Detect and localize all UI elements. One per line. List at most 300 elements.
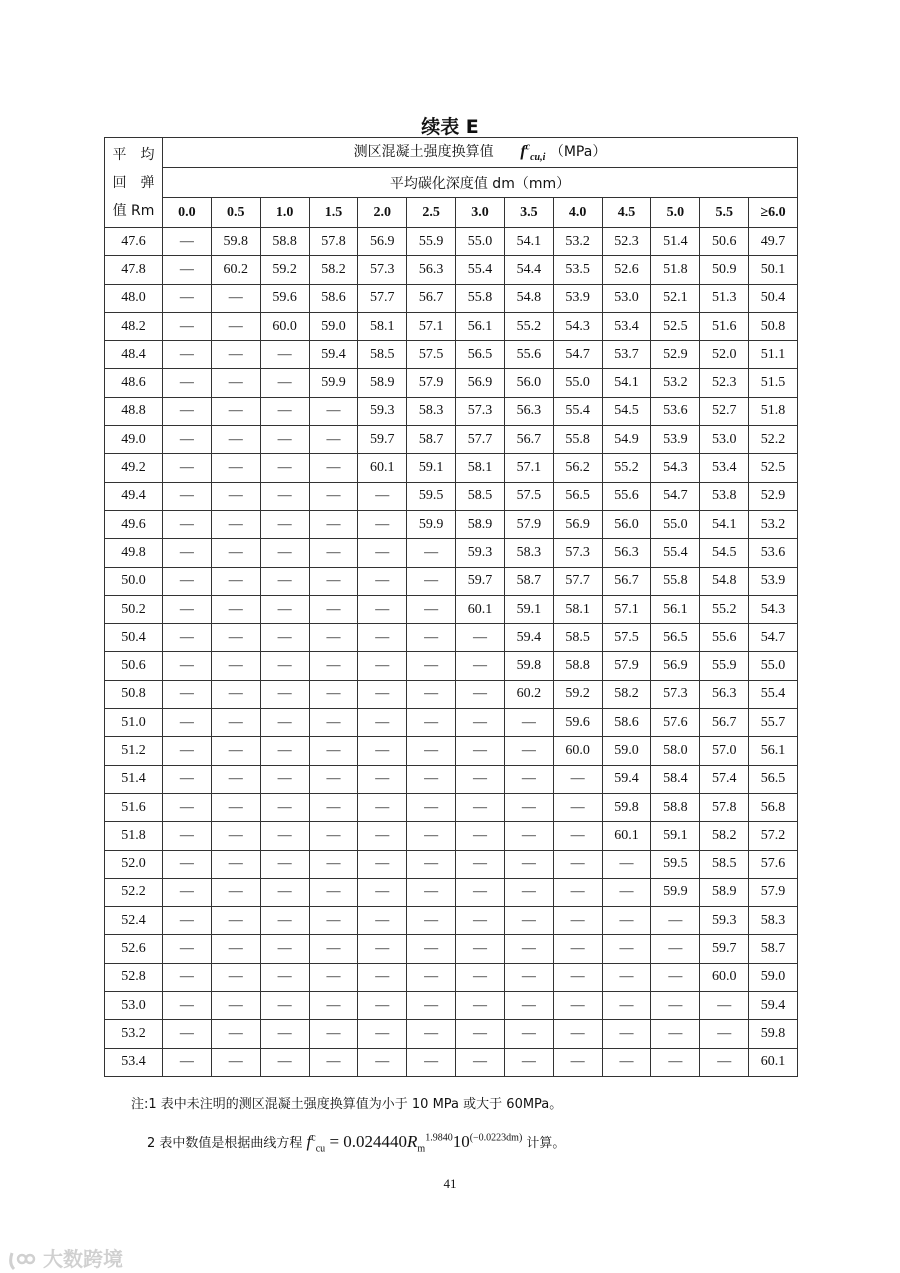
strength-value-cell: —: [211, 624, 260, 652]
strength-value-cell: 53.8: [700, 482, 749, 510]
strength-value-cell: 58.2: [700, 822, 749, 850]
strength-value-cell: —: [163, 992, 212, 1020]
strength-value-cell: 55.4: [749, 680, 798, 708]
strength-value-cell: —: [163, 510, 212, 538]
strength-value-cell: —: [211, 510, 260, 538]
strength-value-cell: 58.7: [749, 935, 798, 963]
strength-value-cell: 51.1: [749, 341, 798, 369]
strength-value-cell: —: [456, 624, 505, 652]
strength-value-cell: 56.7: [504, 426, 553, 454]
strength-value-cell: —: [309, 737, 358, 765]
strength-value-cell: —: [163, 341, 212, 369]
conversion-table: [104, 137, 798, 1077]
table-row: [105, 992, 798, 1020]
strength-value-cell: —: [163, 567, 212, 595]
strength-value-cell: —: [407, 963, 456, 991]
strength-value-cell: —: [260, 539, 309, 567]
table-row: [105, 935, 798, 963]
strength-value-cell: 59.2: [553, 680, 602, 708]
strength-value-cell: —: [163, 1020, 212, 1048]
strength-value-cell: —: [358, 510, 407, 538]
strength-value-cell: —: [211, 539, 260, 567]
strength-value-cell: 52.7: [700, 397, 749, 425]
strength-value-cell: —: [260, 567, 309, 595]
strength-value-cell: —: [456, 765, 505, 793]
strength-value-cell: 60.0: [260, 312, 309, 340]
strength-value-cell: 57.6: [651, 709, 700, 737]
strength-value-cell: 57.9: [602, 652, 651, 680]
strength-value-cell: —: [211, 482, 260, 510]
strength-value-cell: —: [407, 737, 456, 765]
strength-value-cell: —: [456, 850, 505, 878]
table-row: [105, 256, 798, 284]
rm-header-line-2: 回 弹: [112, 174, 155, 191]
strength-value-cell: —: [407, 822, 456, 850]
strength-value-cell: 50.6: [700, 228, 749, 256]
strength-value-cell: 58.8: [651, 793, 700, 821]
strength-value-cell: —: [309, 680, 358, 708]
strength-value-cell: 51.4: [651, 228, 700, 256]
strength-value-cell: 56.1: [749, 737, 798, 765]
strength-value-cell: —: [163, 482, 212, 510]
strength-value-cell: 58.2: [309, 256, 358, 284]
strength-value-cell: —: [260, 935, 309, 963]
strength-value-cell: 58.3: [504, 539, 553, 567]
watermark-text: 大数跨境: [42, 1247, 123, 1271]
strength-value-cell: 55.0: [749, 652, 798, 680]
strength-value-cell: 52.3: [602, 228, 651, 256]
strength-value-cell: —: [504, 935, 553, 963]
strength-value-cell: 51.3: [700, 284, 749, 312]
strength-value-cell: 55.2: [504, 312, 553, 340]
strength-value-cell: —: [309, 1048, 358, 1076]
strength-value-cell: 58.4: [651, 765, 700, 793]
rm-value-cell: 50.8: [105, 680, 163, 708]
strength-value-cell: 54.3: [749, 595, 798, 623]
strength-value-cell: —: [553, 907, 602, 935]
strength-value-cell: —: [456, 822, 505, 850]
strength-value-cell: 59.6: [553, 709, 602, 737]
strength-value-cell: —: [456, 907, 505, 935]
strength-value-cell: 58.5: [456, 482, 505, 510]
depth-header-cell: ≥6.0: [749, 198, 798, 228]
strength-value-cell: 56.3: [602, 539, 651, 567]
strength-value-cell: —: [651, 992, 700, 1020]
table-row: [105, 680, 798, 708]
strength-value-cell: 55.4: [651, 539, 700, 567]
depth-header-cell: 3.5: [504, 198, 553, 228]
strength-value-cell: —: [504, 907, 553, 935]
strength-value-cell: 50.4: [749, 284, 798, 312]
table-title: 续表 E: [421, 116, 479, 138]
strength-value-cell: —: [260, 907, 309, 935]
strength-value-cell: 60.2: [504, 680, 553, 708]
table-row: [105, 822, 798, 850]
strength-value-cell: 54.5: [602, 397, 651, 425]
strength-value-cell: 54.1: [700, 510, 749, 538]
strength-value-cell: 57.6: [749, 850, 798, 878]
depth-header-cell: 4.0: [553, 198, 602, 228]
strength-value-cell: 53.0: [602, 284, 651, 312]
strength-value-cell: —: [504, 1020, 553, 1048]
table-row: [105, 228, 798, 256]
strength-value-cell: —: [553, 992, 602, 1020]
strength-value-cell: —: [211, 878, 260, 906]
strength-value-cell: —: [504, 1048, 553, 1076]
strength-value-cell: 55.0: [456, 228, 505, 256]
strength-value-cell: —: [651, 907, 700, 935]
strength-value-cell: 58.5: [553, 624, 602, 652]
strength-value-cell: 56.0: [602, 510, 651, 538]
strength-value-cell: 59.4: [749, 992, 798, 1020]
strength-value-cell: —: [407, 680, 456, 708]
depth-header-cell: 4.5: [602, 198, 651, 228]
strength-value-cell: —: [163, 426, 212, 454]
rm-value-cell: 49.8: [105, 539, 163, 567]
strength-value-cell: —: [309, 822, 358, 850]
strength-value-cell: 59.4: [504, 624, 553, 652]
strength-value-cell: 57.3: [456, 397, 505, 425]
strength-value-cell: 55.0: [651, 510, 700, 538]
strength-value-cell: 59.3: [358, 397, 407, 425]
strength-value-cell: —: [260, 341, 309, 369]
strength-value-cell: —: [456, 963, 505, 991]
strength-value-cell: —: [602, 878, 651, 906]
strength-value-cell: —: [358, 709, 407, 737]
strength-value-cell: —: [211, 1020, 260, 1048]
strength-value-cell: 52.5: [749, 454, 798, 482]
strength-value-cell: —: [553, 963, 602, 991]
strength-value-cell: 53.0: [700, 426, 749, 454]
strength-value-cell: 59.0: [309, 312, 358, 340]
strength-value-cell: —: [456, 652, 505, 680]
strength-value-cell: 59.8: [211, 228, 260, 256]
strength-value-cell: —: [309, 652, 358, 680]
strength-value-cell: 54.9: [602, 426, 651, 454]
strength-value-cell: —: [407, 765, 456, 793]
strength-value-cell: —: [163, 595, 212, 623]
strength-value-cell: —: [553, 793, 602, 821]
strength-value-cell: —: [211, 1048, 260, 1076]
strength-value-cell: —: [504, 709, 553, 737]
strength-value-cell: 59.8: [504, 652, 553, 680]
strength-value-cell: —: [456, 1048, 505, 1076]
strength-value-cell: 50.8: [749, 312, 798, 340]
rm-value-cell: 50.4: [105, 624, 163, 652]
strength-value-cell: —: [504, 765, 553, 793]
strength-value-cell: 53.7: [602, 341, 651, 369]
strength-value-cell: —: [407, 878, 456, 906]
strength-value-cell: —: [211, 907, 260, 935]
strength-value-cell: 51.6: [700, 312, 749, 340]
strength-value-cell: —: [407, 567, 456, 595]
strength-value-cell: —: [358, 907, 407, 935]
strength-value-cell: 57.3: [553, 539, 602, 567]
strength-value-cell: —: [309, 397, 358, 425]
strength-value-cell: —: [309, 482, 358, 510]
strength-unit: （MPa）: [549, 144, 607, 161]
strength-value-cell: 55.8: [553, 426, 602, 454]
table-row: [105, 539, 798, 567]
table-row: [105, 624, 798, 652]
strength-value-cell: 52.0: [700, 341, 749, 369]
strength-value-cell: —: [211, 992, 260, 1020]
strength-value-cell: —: [407, 992, 456, 1020]
strength-value-cell: —: [260, 652, 309, 680]
strength-value-cell: 54.1: [602, 369, 651, 397]
strength-value-cell: —: [504, 737, 553, 765]
strength-value-cell: —: [211, 454, 260, 482]
strength-value-cell: 56.7: [700, 709, 749, 737]
strength-value-cell: —: [504, 992, 553, 1020]
strength-value-cell: —: [358, 595, 407, 623]
rm-value-cell: 52.2: [105, 878, 163, 906]
depth-header-cell: 2.5: [407, 198, 456, 228]
table-row: [105, 567, 798, 595]
strength-value-cell: 57.3: [651, 680, 700, 708]
strength-value-cell: —: [309, 963, 358, 991]
rm-header: [105, 138, 163, 228]
rm-value-cell: 50.2: [105, 595, 163, 623]
strength-value-cell: —: [407, 652, 456, 680]
strength-value-cell: 58.1: [358, 312, 407, 340]
strength-value-cell: —: [211, 426, 260, 454]
strength-value-cell: 59.4: [602, 765, 651, 793]
strength-value-cell: 54.1: [504, 228, 553, 256]
strength-value-cell: —: [358, 482, 407, 510]
strength-value-cell: —: [602, 850, 651, 878]
strength-value-cell: —: [456, 992, 505, 1020]
strength-value-cell: 58.9: [358, 369, 407, 397]
strength-value-cell: 56.1: [456, 312, 505, 340]
strength-value-cell: 52.1: [651, 284, 700, 312]
strength-value-cell: 60.0: [553, 737, 602, 765]
strength-value-cell: —: [602, 1020, 651, 1048]
strength-value-cell: 54.3: [553, 312, 602, 340]
strength-value-cell: 57.5: [407, 341, 456, 369]
strength-value-cell: —: [211, 709, 260, 737]
strength-value-cell: —: [700, 1020, 749, 1048]
strength-value-cell: —: [651, 935, 700, 963]
strength-value-cell: 58.2: [602, 680, 651, 708]
strength-value-cell: 51.8: [651, 256, 700, 284]
strength-value-cell: —: [260, 680, 309, 708]
strength-value-cell: —: [602, 907, 651, 935]
strength-value-cell: —: [309, 992, 358, 1020]
strength-value-cell: 56.7: [602, 567, 651, 595]
strength-value-cell: 57.8: [700, 793, 749, 821]
strength-value-cell: 59.0: [602, 737, 651, 765]
strength-value-cell: 55.4: [553, 397, 602, 425]
strength-value-cell: 57.0: [700, 737, 749, 765]
strength-value-cell: 53.9: [651, 426, 700, 454]
strength-value-cell: 58.5: [358, 341, 407, 369]
depth-header-cell: 2.0: [358, 198, 407, 228]
rm-value-cell: 47.8: [105, 256, 163, 284]
depth-header-cell: 1.0: [260, 198, 309, 228]
rm-value-cell: 48.2: [105, 312, 163, 340]
strength-value-cell: 58.5: [700, 850, 749, 878]
strength-value-cell: 53.2: [749, 510, 798, 538]
rm-value-cell: 53.4: [105, 1048, 163, 1076]
strength-value-cell: 51.8: [749, 397, 798, 425]
strength-value-cell: —: [260, 482, 309, 510]
strength-value-cell: —: [504, 793, 553, 821]
strength-value-cell: 59.2: [260, 256, 309, 284]
strength-value-cell: 52.6: [602, 256, 651, 284]
strength-value-cell: —: [309, 454, 358, 482]
table-row: [105, 878, 798, 906]
rm-value-cell: 51.6: [105, 793, 163, 821]
table-row: [105, 709, 798, 737]
strength-value-cell: —: [553, 822, 602, 850]
strength-value-cell: 59.4: [309, 341, 358, 369]
strength-symbol: $f^c_{cu,i}$: [520, 142, 546, 164]
strength-value-cell: —: [163, 793, 212, 821]
strength-value-cell: 52.5: [651, 312, 700, 340]
strength-value-cell: —: [211, 397, 260, 425]
strength-value-cell: —: [407, 793, 456, 821]
strength-value-cell: 56.9: [358, 228, 407, 256]
strength-value-cell: —: [309, 765, 358, 793]
strength-value-cell: —: [211, 652, 260, 680]
formula: $f^c_{cu} = 0.024440R_m^{1.9840}10^{(-0.0223dm)}$: [306, 1132, 523, 1155]
table-row: [105, 963, 798, 991]
strength-value-cell: —: [553, 850, 602, 878]
strength-value-cell: —: [260, 369, 309, 397]
strength-value-cell: —: [553, 935, 602, 963]
table-body: [105, 228, 798, 1077]
strength-value-cell: 53.5: [553, 256, 602, 284]
strength-value-cell: —: [260, 510, 309, 538]
rm-value-cell: 48.8: [105, 397, 163, 425]
strength-value-cell: —: [309, 1020, 358, 1048]
strength-value-cell: —: [651, 1020, 700, 1048]
strength-value-cell: 54.4: [504, 256, 553, 284]
rm-header-line-3: 值 Rm: [112, 202, 155, 219]
strength-value-cell: —: [211, 963, 260, 991]
strength-value-cell: —: [260, 426, 309, 454]
strength-value-cell: 58.6: [602, 709, 651, 737]
strength-value-cell: 58.8: [260, 228, 309, 256]
rm-value-cell: 49.2: [105, 454, 163, 482]
strength-value-cell: 54.3: [651, 454, 700, 482]
strength-value-cell: —: [163, 284, 212, 312]
strength-value-cell: 57.7: [358, 284, 407, 312]
strength-value-cell: 57.4: [700, 765, 749, 793]
strength-value-cell: —: [163, 1048, 212, 1076]
strength-value-cell: 55.6: [602, 482, 651, 510]
strength-value-cell: 52.3: [700, 369, 749, 397]
strength-value-cell: 58.1: [553, 595, 602, 623]
strength-value-cell: 57.1: [504, 454, 553, 482]
strength-value-cell: 55.9: [700, 652, 749, 680]
page-number: 41: [443, 1176, 457, 1191]
strength-value-cell: —: [211, 822, 260, 850]
strength-value-cell: 59.1: [651, 822, 700, 850]
rm-value-cell: 49.6: [105, 510, 163, 538]
table-row: [105, 454, 798, 482]
strength-value-cell: —: [260, 822, 309, 850]
strength-value-cell: 59.5: [407, 482, 456, 510]
strength-value-cell: 59.6: [260, 284, 309, 312]
strength-value-cell: —: [602, 935, 651, 963]
strength-value-cell: 53.9: [553, 284, 602, 312]
strength-value-cell: 60.0: [700, 963, 749, 991]
strength-value-cell: —: [163, 878, 212, 906]
strength-value-cell: —: [358, 1048, 407, 1076]
watermark: [8, 1243, 123, 1273]
table-row: [105, 793, 798, 821]
strength-value-cell: —: [504, 850, 553, 878]
strength-value-cell: 53.6: [651, 397, 700, 425]
strength-value-cell: —: [309, 510, 358, 538]
strength-value-cell: —: [358, 935, 407, 963]
strength-value-cell: 60.1: [749, 1048, 798, 1076]
table-row: [105, 907, 798, 935]
depth-header-cell: 0.0: [163, 198, 212, 228]
table-row: [105, 595, 798, 623]
strength-value-cell: 57.7: [456, 426, 505, 454]
strength-value-cell: 59.7: [700, 935, 749, 963]
strength-value-cell: 56.5: [553, 482, 602, 510]
strength-value-cell: 59.7: [456, 567, 505, 595]
strength-value-cell: 58.9: [700, 878, 749, 906]
strength-value-cell: —: [163, 256, 212, 284]
strength-value-cell: —: [651, 963, 700, 991]
strength-value-cell: 57.9: [407, 369, 456, 397]
strength-value-cell: —: [358, 878, 407, 906]
strength-value-cell: 57.1: [407, 312, 456, 340]
strength-value-cell: —: [456, 737, 505, 765]
rm-header-line-1: 平 均: [112, 146, 155, 163]
strength-value-cell: 59.5: [651, 850, 700, 878]
strength-value-cell: 53.2: [651, 369, 700, 397]
strength-value-cell: —: [211, 680, 260, 708]
strength-value-cell: —: [163, 680, 212, 708]
strength-value-cell: —: [211, 737, 260, 765]
rm-value-cell: 49.0: [105, 426, 163, 454]
strength-value-cell: 60.2: [211, 256, 260, 284]
strength-value-cell: —: [602, 992, 651, 1020]
table-row: [105, 1020, 798, 1048]
strength-value-cell: 56.7: [407, 284, 456, 312]
strength-value-cell: 56.1: [651, 595, 700, 623]
strength-value-cell: —: [407, 624, 456, 652]
strength-value-cell: 56.3: [407, 256, 456, 284]
rm-value-cell: 52.8: [105, 963, 163, 991]
strength-value-cell: —: [211, 765, 260, 793]
rm-value-cell: 50.6: [105, 652, 163, 680]
strength-value-cell: 52.2: [749, 426, 798, 454]
strength-value-cell: 54.8: [700, 567, 749, 595]
strength-value-cell: —: [358, 624, 407, 652]
table-row: [105, 1048, 798, 1076]
table-row: [105, 284, 798, 312]
strength-value-cell: 59.9: [309, 369, 358, 397]
strength-value-cell: —: [553, 1020, 602, 1048]
strength-value-cell: 59.3: [456, 539, 505, 567]
strength-value-cell: 60.1: [602, 822, 651, 850]
depth-header-cell: 0.5: [211, 198, 260, 228]
strength-value-cell: —: [211, 793, 260, 821]
strength-value-cell: 58.7: [407, 426, 456, 454]
strength-value-cell: 58.0: [651, 737, 700, 765]
strength-value-cell: —: [260, 624, 309, 652]
strength-value-cell: 54.7: [553, 341, 602, 369]
strength-value-cell: —: [407, 539, 456, 567]
strength-value-cell: —: [602, 963, 651, 991]
